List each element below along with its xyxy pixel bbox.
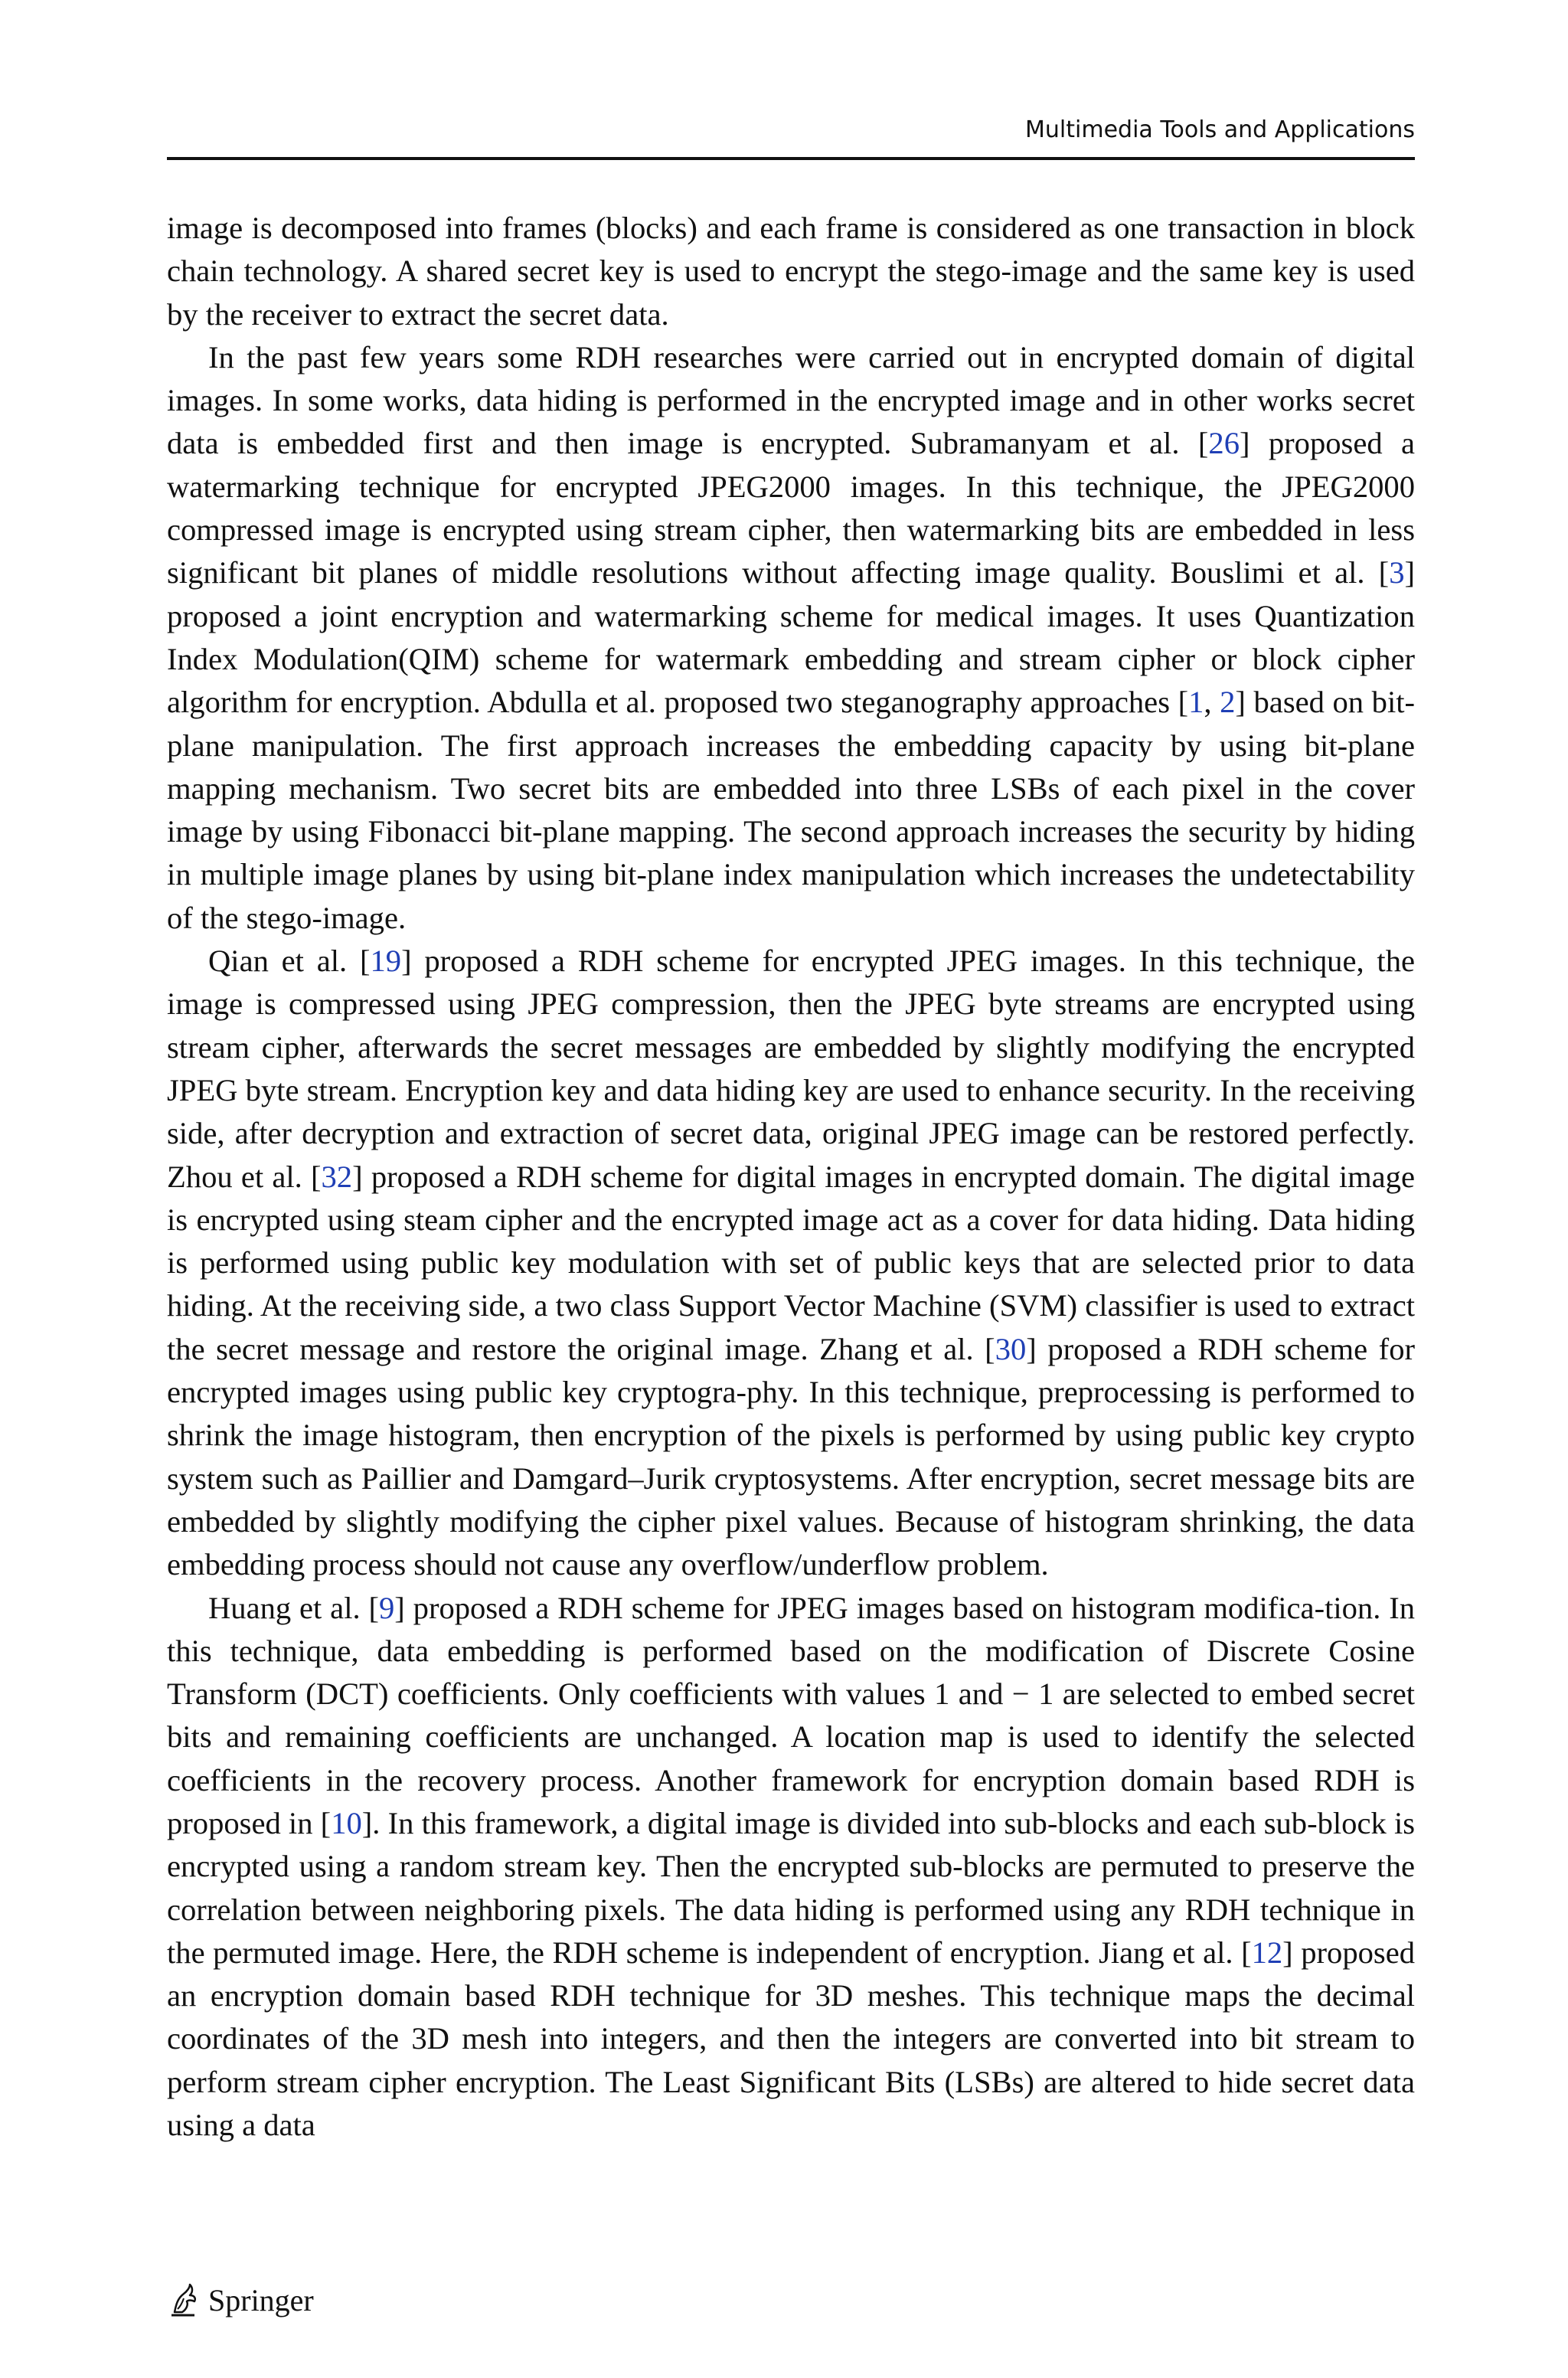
citation-link[interactable]: 26 — [1208, 426, 1240, 461]
paragraph-text: ] proposed an encryption domain based RDH technique for 3D meshes. This technique maps the decimal coordinates of the 3D mesh into integers, and then the integers are converted into bit stream to perform stream cipher encryption. The Least Significant Bits (LSBs) are altered to hide secret data using a data — [167, 1935, 1416, 2143]
publisher-logo — [167, 2281, 314, 2319]
publisher-name: Springer — [208, 2282, 314, 2317]
citation-link[interactable]: 10 — [331, 1805, 362, 1840]
citation-link[interactable]: 19 — [370, 944, 402, 979]
paragraph-text: ] based on bit-plane manipulation. The first approach increases the embedding capacity by using bit-plane mapping mechanism. Two secret bits are embedded into three LSBs of each pixel in the cover image by using Fibonacci bit-plane mapping. The second approach increases the security by hiding in multiple image planes by using bit-plane index manipulation which increases the undetectability of the stego-image. — [167, 685, 1416, 935]
citation-link[interactable]: 32 — [321, 1159, 353, 1194]
journal-title: Multimedia Tools and Applications — [1025, 116, 1415, 143]
body-text — [167, 207, 1415, 2147]
paragraph-text: In the past few years some RDH researches were carried out in encrypted domain of digital images. In some works, data hiding is performed in the encrypted image and in other works secret data is embedded first and then image is encrypted. Subramanyam et al. [ — [167, 339, 1415, 461]
citation-link[interactable]: 2 — [1220, 685, 1236, 720]
paragraph-text: ]. In this framework, a digital image is divided into sub-blocks and each sub-block is encrypted using a random stream key. Then the encrypted sub-blocks are permuted to preserve the correlation between neighboring pixels. The data hiding is performed using any RDH technique in the permuted image. Here, the RDH scheme is independent of encryption. Jiang et al. [ — [167, 1805, 1416, 1970]
citation-link[interactable]: 30 — [995, 1331, 1027, 1366]
paragraph-text: Qian et al. [ — [208, 944, 371, 979]
paragraph-text: ] proposed a watermarking technique for encrypted JPEG2000 images. In this technique, the JPEG2000 compressed image is encrypted using stream cipher, then watermarking bits are embedded in less significant bit planes of middle resolutions without affecting image quality. Bouslimi et al. [ — [167, 426, 1415, 590]
paragraph — [167, 207, 1415, 336]
paragraph-text: ] proposed a RDH scheme for encrypted JPEG images. In this technique, the image is compressed using JPEG compression, then the JPEG byte streams are encrypted using stream cipher, afterwards the secret messages are embedded by slightly modifying the encrypted JPEG byte stream. Encryption key and data hiding key are used to enhance security. In the receiving side, after decryption and extraction of secret data, original JPEG image can be restored perfectly. Zhou et al. [ — [167, 944, 1415, 1194]
header-rule — [167, 157, 1415, 160]
paragraph-text: ] proposed a RDH scheme for encrypted images using public key cryptogra-phy. In this technique, preprocessing is performed to shrink the image histogram, then encryption of the pixels is performed by using public key crypto system such as Paillier and Damgard–Jurik cryptosystems. After encryption, secret message bits are embedded by slightly modifying the cipher pixel values. Because of histogram shrinking, the data embedding process should not cause any overflow/underflow problem. — [167, 1331, 1415, 1582]
paragraph-text: Huang et al. [ — [208, 1590, 379, 1625]
paragraph — [167, 1587, 1415, 2147]
paragraph-text: ] proposed a RDH scheme for digital images in encrypted domain. The digital image is encrypted using steam cipher and the encrypted image act as a cover for data hiding. Data hiding is performed using public key modulation with set of public keys that are selected prior to data hiding. At the receiving side, a two class Support Vector Machine (SVM) classifier is used to extract the secret message and restore the original image. Zhang et al. [ — [167, 1159, 1415, 1366]
paragraph-text: image is decomposed into frames (blocks) and each frame is considered as one transaction in block chain technology. A shared secret key is used to encrypt the stego-image and the same key is used by the receiver to extract the secret data. — [167, 211, 1415, 332]
paragraph-text: , — [1204, 685, 1220, 720]
paragraph — [167, 940, 1415, 1586]
citation-link[interactable]: 3 — [1389, 555, 1405, 590]
citation-link[interactable]: 12 — [1251, 1935, 1283, 1970]
paragraph-text: ] proposed a joint encryption and watermarking scheme for medical images. It uses Quantization Index Modulation(QIM) scheme for watermark embedding and stream cipher or block cipher algorithm for encryption. Abdulla et al. proposed two steganography approaches [ — [167, 555, 1415, 720]
citation-link[interactable]: 9 — [379, 1590, 395, 1625]
springer-horse-icon — [167, 2282, 199, 2318]
paragraph-text: ] proposed a RDH scheme for JPEG images based on histogram modifica-tion. In this technique, data embedding is performed based on the modification of Discrete Cosine Transform (DCT) coefficients. Only coefficients with values 1 and − 1 are selected to embed secret bits and remaining coefficients are unchanged. A location map is used to identify the selected coefficients in the recovery process. Another framework for encryption domain based RDH is proposed in [ — [167, 1590, 1416, 1840]
paragraph — [167, 336, 1415, 940]
citation-link[interactable]: 1 — [1188, 685, 1204, 720]
